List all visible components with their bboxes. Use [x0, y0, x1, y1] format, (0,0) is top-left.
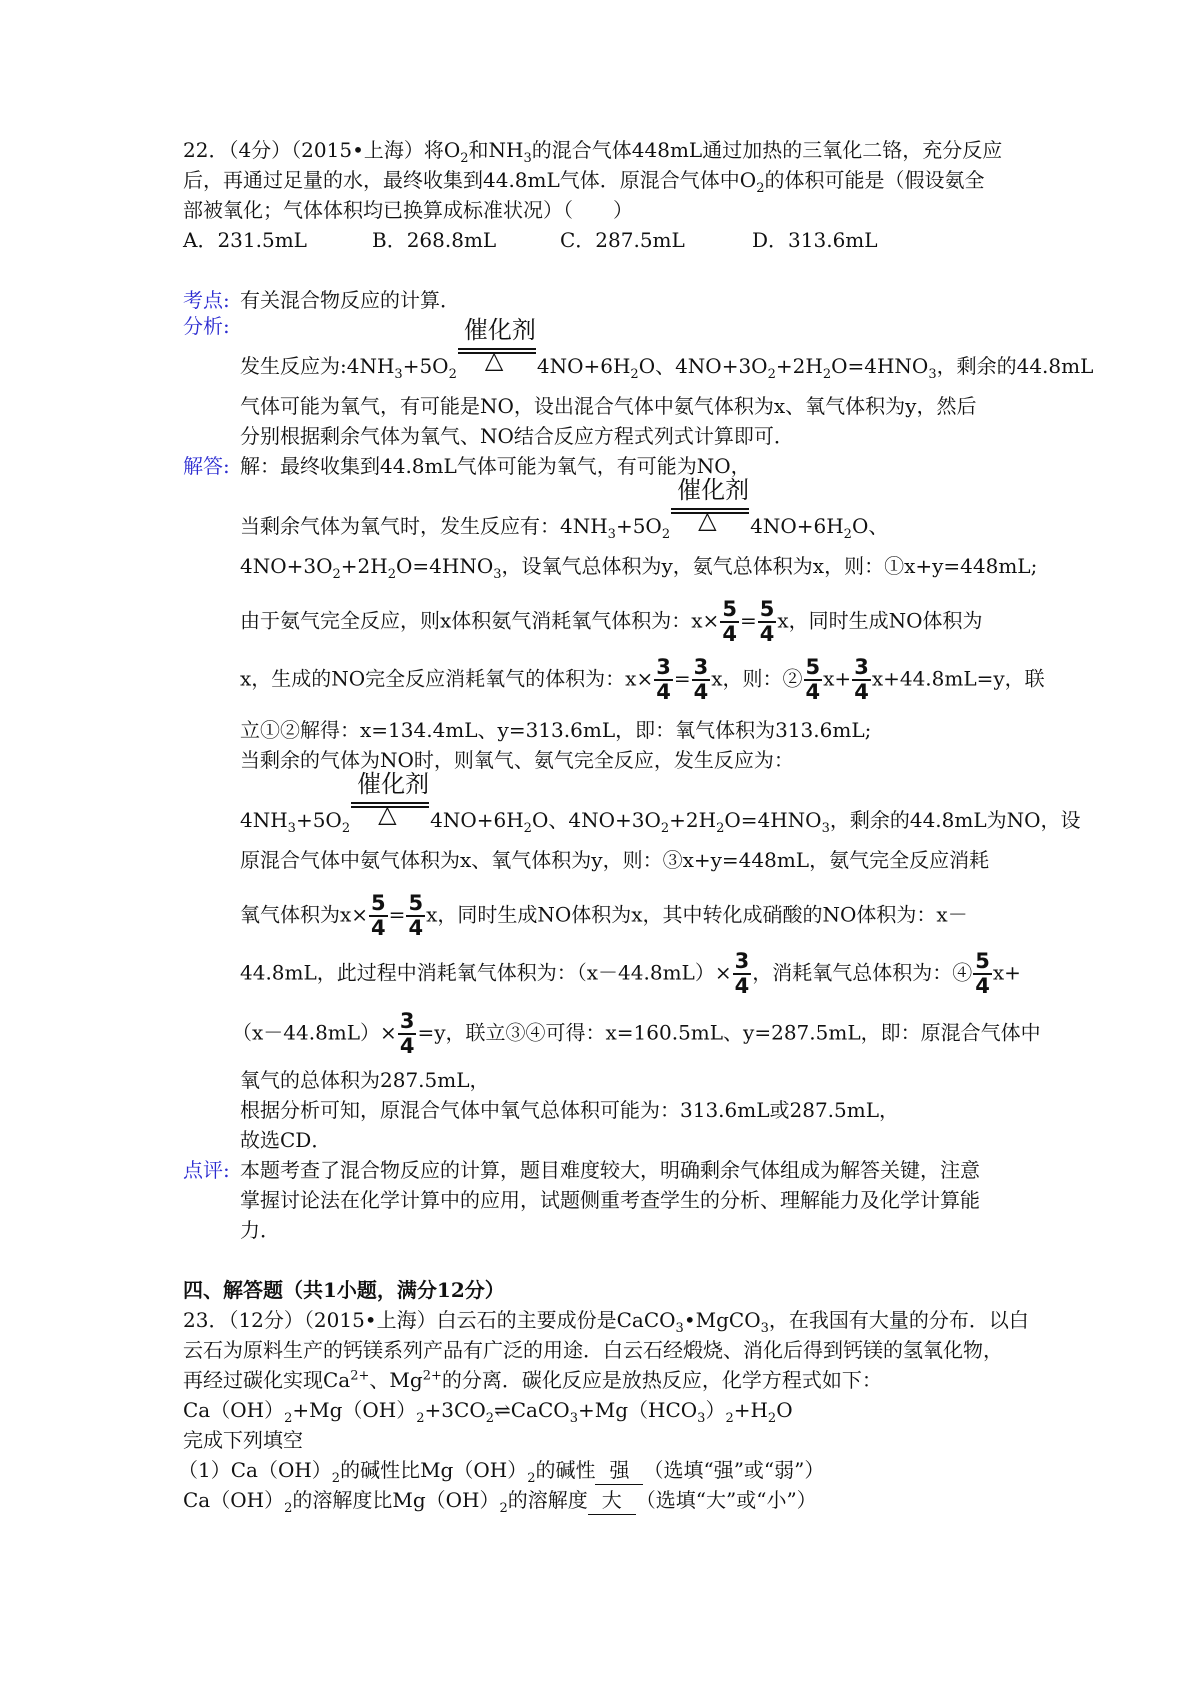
jieda-line13: 氧气的总体积为287.5mL， [240, 1068, 490, 1092]
q23-line3: 再经过碳化实现$Ca^{2+}$、$Mg^{2+}$的分离．碳化反应是放热反应，化学方程式如下： [183, 1368, 882, 1392]
jieda-line6: 立①②解得：x=134.4mL、y=313.6mL，即：氧气体积为313.6mL; [240, 718, 872, 742]
fraction-5-4: $\frac{5}{4}$ [371, 891, 386, 940]
fraction-5-4: $\frac{5}{4}$ [975, 949, 990, 998]
fraction-3-4: $\frac{3}{4}$ [734, 949, 750, 998]
jieda-line7: 当剩余的气体为NO时，则氧气、氨气完全反应，发生反应为： [240, 748, 794, 772]
q23-line5: 完成下列填空 [183, 1428, 303, 1452]
dianping-line1: 本题考查了混合物反应的计算，题目难度较大，明确剩余气体组成为解答关键，注意 [240, 1158, 980, 1182]
answer-blank-large: 大 [588, 1486, 636, 1515]
catalyst-arrow: 催化剂 △ [351, 807, 429, 827]
fraction-3-4: $\frac{3}{4}$ [693, 655, 709, 704]
q23-blank-1-line: $(1)Ca(OH)_2$的碱性比$Mg(OH)_2$的碱性 强 （选填“强”或“弱”） [178, 1458, 825, 1486]
option-a: A．231.5mL [183, 228, 307, 252]
jieda-line1: 解：最终收集到44.8mL气体可能为氧气，有可能为NO， [240, 454, 751, 478]
q23-line2: 云石为原料生产的钙镁系列产品有广泛的用途．白云石经煅烧、消化后得到钙镁的氢氧化物， [183, 1338, 1003, 1362]
label-kaodian: 考点: [183, 288, 230, 312]
catalyst-arrow: 催化剂 △ [671, 513, 749, 533]
label-dianping: 点评: [183, 1158, 230, 1182]
fenxi-line1: 发生反应为$:4NH_3+5O_2$ 催化剂 △ $4NO+6H_2O$、$4NO+3O_2+2H_2O=4HNO_3$，剩余的44.8mL [240, 316, 1094, 382]
jieda-line4: 由于氨气完全反应，则x体积氨气消耗氧气体积为：x× $\frac{5}{4}$ = $\frac{5}{4}$ x，同时生成NO体积为 [240, 597, 983, 646]
fraction-3-4: $\frac{3}{4}$ [399, 1009, 415, 1058]
q22-line3: 部被氧化；气体体积均已换算成标准状况）（ ） [183, 198, 633, 222]
label-jieda: 解答: [183, 454, 230, 478]
dianping-line2: 掌握讨论法在化学计算中的应用，试题侧重考查学生的分析、理解能力及化学计算能 [240, 1188, 980, 1212]
jieda-line11: 44.8mL，此过程中消耗氧气体积为：（x－44.8mL）× $\frac{3}{4}$ ，消耗氧气总体积为：④ $\frac{5}{4}$ x+ [240, 949, 1021, 998]
fraction-3-4: $\frac{3}{4}$ [656, 655, 671, 704]
label-fenxi: 分析: [183, 314, 230, 338]
q22-line1: 22．（4分）（2015•上海）将$O_2$和$NH_3$的混合气体448mL通过加热的三氧化二铬，充分反应 [183, 138, 1003, 166]
jieda-line15: 故选CD． [240, 1128, 332, 1152]
q23-equation: $Ca(OH)_2+Mg(OH)_2+3CO_2\rightleftharpoons CaCO_3+Mg(HCO_3)_2+H_2O$ [183, 1398, 793, 1426]
fraction-5-4: $\frac{5}{4}$ [805, 655, 821, 704]
answer-blank-strong: 强 [595, 1456, 643, 1485]
fenxi-line2: 气体可能为氧气，有可能是NO，设出混合气体中氨气体积为x、氧气体积为y，然后 [240, 394, 977, 418]
fenxi-line3: 分别根据剩余气体为氧气、NO结合反应方程式列式计算即可． [240, 424, 794, 448]
option-c: C．287.5mL [560, 228, 685, 252]
kaodian-text: 有关混合物反应的计算． [240, 288, 460, 312]
jieda-line10: 氧气体积为x× $\frac{5}{4}$ = $\frac{5}{4}$ x，同时生成NO体积为x，其中转化成硝酸的NO体积为：x－ [240, 891, 968, 940]
fraction-5-4: $\frac{5}{4}$ [408, 891, 424, 940]
option-d: D．313.6mL [752, 228, 878, 252]
jieda-line8: $4NH_3+5O_2$ 催化剂 △ $4NO+6H_2O$、$4NO+3O_2+2H_2O=4HNO_3$，剩余的44.8mL为NO，设 [240, 770, 1081, 836]
jieda-line5: x，生成的NO完全反应消耗氧气的体积为：x× $\frac{3}{4}$ = $\frac{3}{4}$ x，则：② $\frac{5}{4}$ x+ $\frac{3}{4}$ x+44.8mL=y，联 [240, 655, 1045, 704]
q22-line2: 后，再通过足量的水，最终收集到44.8mL气体．原混合气体中$O_2$的体积可能是（假设氨全 [183, 168, 985, 196]
jieda-line9: 原混合气体中氨气体积为x、氧气体积为y，则：③x+y=448mL，氨气完全反应消耗 [240, 848, 990, 872]
jieda-line2: 当剩余气体为氧气时，发生反应有：$4NH_3+5O_2$ 催化剂 △ $4NO+6H_2O$、 [240, 476, 889, 542]
catalyst-arrow: 催化剂 △ [458, 353, 536, 373]
fraction-3-4: $\frac{3}{4}$ [854, 655, 869, 704]
fraction-5-4: $\frac{5}{4}$ [759, 597, 775, 646]
dianping-line3: 力． [240, 1218, 280, 1242]
jieda-line12: （x－44.8mL）× $\frac{3}{4}$ =y，联立③④可得：x=160.5mL、y=287.5mL，即：原混合气体中 [232, 1009, 1041, 1058]
fraction-5-4: $\frac{5}{4}$ [722, 597, 737, 646]
jieda-line3: $4NO+3O_2+2H_2O=4HNO_3$，设氧气总体积为y，氨气总体积为x，则：①x+y=448mL; [240, 554, 1038, 582]
q23-line1: 23．（12分）（2015•上海）白云石的主要成份是CaCO$_3$•MgCO$_3$，在我国有大量的分布．以白 [183, 1308, 1029, 1336]
jieda-line14: 根据分析可知，原混合气体中氧气总体积可能为：313.6mL或287.5mL， [240, 1098, 900, 1122]
q23-blank-2-line: $Ca(OH)_2$的溶解度比$Mg(OH)_2$的溶解度 大 （选填“大”或“小”） [183, 1488, 817, 1516]
option-b: B．268.8mL [372, 228, 497, 252]
section-heading: 四、解答题（共1小题，满分12分） [183, 1278, 505, 1302]
